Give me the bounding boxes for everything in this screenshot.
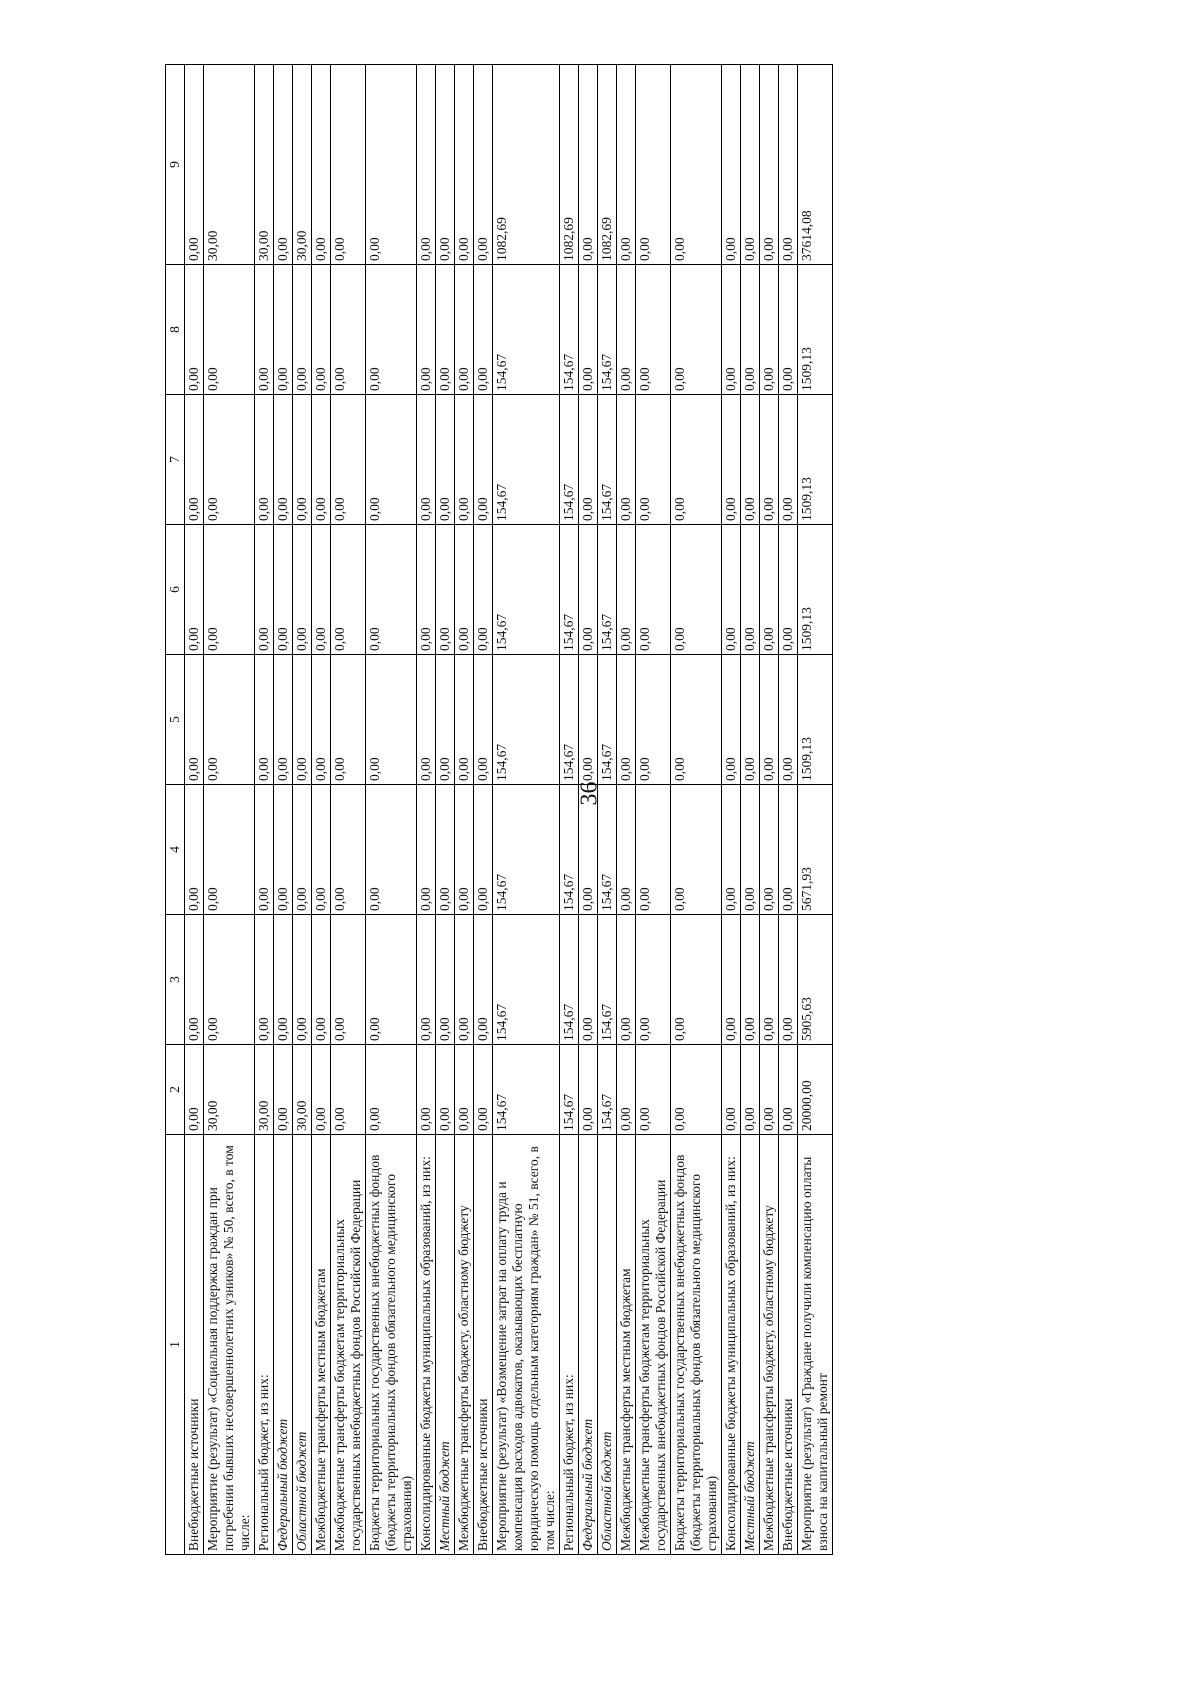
value-cell: 0,00 [185,525,204,655]
value-cell: 0,00 [617,655,636,785]
column-header: 3 [166,915,185,1045]
value-cell: 0,00 [722,525,741,655]
value-cell: 0,00 [312,525,331,655]
row-label: Местный бюджет [741,1135,760,1555]
value-cell: 0,00 [331,655,366,785]
value-cell: 0,00 [331,785,366,915]
value-cell: 0,00 [436,395,455,525]
column-header: 1 [166,1135,185,1555]
value-cell: 0,00 [436,1045,455,1135]
value-cell: 154,67 [493,655,560,785]
value-cell: 0,00 [436,65,455,265]
value-cell: 0,00 [741,1045,760,1135]
value-cell: 154,67 [560,525,579,655]
value-cell: 0,00 [274,1045,293,1135]
value-cell: 0,00 [185,785,204,915]
row-label: Межбюджетные трансферты местным бюджетам [617,1135,636,1555]
budget-table [165,64,833,1555]
table-row [436,65,455,1555]
value-cell: 0,00 [274,65,293,265]
row-label: Бюджеты территориальных государственных внебюджетных фондов (бюджеты территориальных фондов обязательного медицинского страхования) [366,1135,417,1555]
value-cell: 0,00 [455,915,474,1045]
value-cell: 0,00 [636,1045,671,1135]
value-cell: 5905,63 [798,915,833,1045]
value-cell: 0,00 [417,65,436,265]
table-row [598,65,617,1555]
value-cell: 0,00 [722,65,741,265]
value-cell: 30,00 [204,1045,255,1135]
value-cell: 0,00 [255,785,274,915]
value-cell: 0,00 [185,915,204,1045]
value-cell: 0,00 [274,915,293,1045]
row-label: Межбюджетные трансферты бюджетам территориальных государственных внебюджетных фондов Российской Федерации [331,1135,366,1555]
value-cell: 0,00 [417,655,436,785]
value-cell: 0,00 [474,655,493,785]
value-cell: 154,67 [493,1045,560,1135]
table-row [474,65,493,1555]
value-cell: 37614,08 [798,65,833,265]
value-cell: 0,00 [579,395,598,525]
value-cell: 0,00 [760,655,779,785]
value-cell: 0,00 [255,525,274,655]
value-cell: 0,00 [636,655,671,785]
value-cell: 0,00 [579,65,598,265]
row-label: Бюджеты территориальных государственных внебюджетных фондов (бюджеты территориальных фондов обязательного медицинского страхования) [671,1135,722,1555]
table-row [417,65,436,1555]
value-cell: 0,00 [671,395,722,525]
value-cell: 0,00 [255,265,274,395]
value-cell: 0,00 [293,395,312,525]
table-row [204,65,255,1555]
value-cell: 0,00 [722,395,741,525]
value-cell: 0,00 [741,655,760,785]
row-label: Консолидированные бюджеты муниципальных образований, из них: [722,1135,741,1555]
table-row [455,65,474,1555]
value-cell: 0,00 [455,265,474,395]
row-label: Областной бюджет [293,1135,312,1555]
table-row [722,65,741,1555]
table-row [636,65,671,1555]
column-header: 6 [166,525,185,655]
value-cell: 0,00 [417,525,436,655]
value-cell: 0,00 [760,915,779,1045]
value-cell: 0,00 [474,395,493,525]
value-cell: 0,00 [417,915,436,1045]
value-cell: 0,00 [366,265,417,395]
value-cell: 1082,69 [598,65,617,265]
value-cell: 0,00 [417,395,436,525]
value-cell: 0,00 [722,655,741,785]
row-label: Региональный бюджет, из них: [255,1135,274,1555]
row-label: Консолидированные бюджеты муниципальных образований, из них: [417,1135,436,1555]
value-cell: 154,67 [560,1045,579,1135]
value-cell: 154,67 [598,265,617,395]
value-cell: 0,00 [331,915,366,1045]
row-label: Федеральный бюджет [274,1135,293,1555]
row-label: Мероприятие (результат) «Социальная поддержка граждан при погребении бывших несовершеннолетних узников» № 50, всего, в том числе: [204,1135,255,1555]
column-header: 8 [166,265,185,395]
rotated-table-container [165,85,1065,1555]
value-cell: 0,00 [293,915,312,1045]
value-cell: 30,00 [255,1045,274,1135]
value-cell: 0,00 [185,65,204,265]
value-cell: 0,00 [293,525,312,655]
value-cell: 0,00 [204,915,255,1045]
value-cell: 0,00 [671,265,722,395]
value-cell: 0,00 [255,395,274,525]
value-cell: 30,00 [293,1045,312,1135]
value-cell: 0,00 [255,655,274,785]
value-cell: 0,00 [312,915,331,1045]
value-cell: 0,00 [274,655,293,785]
value-cell: 0,00 [455,1045,474,1135]
row-label: Местный бюджет [436,1135,455,1555]
row-label: Внебюджетные источники [185,1135,204,1555]
value-cell: 0,00 [274,785,293,915]
value-cell: 154,67 [493,395,560,525]
value-cell: 0,00 [741,265,760,395]
value-cell: 0,00 [760,265,779,395]
value-cell: 0,00 [722,785,741,915]
value-cell: 30,00 [255,65,274,265]
value-cell: 154,67 [493,915,560,1045]
value-cell: 0,00 [636,915,671,1045]
column-header: 5 [166,655,185,785]
value-cell: 0,00 [312,265,331,395]
table-row [779,65,798,1555]
value-cell: 0,00 [617,525,636,655]
value-cell: 0,00 [366,785,417,915]
value-cell: 0,00 [366,915,417,1045]
value-cell: 0,00 [274,525,293,655]
table-row [741,65,760,1555]
value-cell: 0,00 [741,915,760,1045]
value-cell: 0,00 [579,655,598,785]
table-row [312,65,331,1555]
value-cell: 0,00 [185,265,204,395]
value-cell: 0,00 [617,785,636,915]
value-cell: 154,67 [598,655,617,785]
value-cell: 0,00 [455,395,474,525]
value-cell: 0,00 [455,785,474,915]
row-label: Межбюджетные трансферты местным бюджетам [312,1135,331,1555]
value-cell: 154,67 [598,785,617,915]
value-cell: 0,00 [312,1045,331,1135]
value-cell: 0,00 [312,785,331,915]
table-row [579,65,598,1555]
row-label: Мероприятие (результат) «Возмещение затрат на оплату труда и компенсация расходов адвокатов, оказывающих бесплатную юридическую помощь отдельным категориям граждан» № 51, всего, в том числе: [493,1135,560,1555]
value-cell: 0,00 [671,785,722,915]
value-cell: 0,00 [417,265,436,395]
value-cell: 0,00 [331,1045,366,1135]
value-cell: 0,00 [617,915,636,1045]
table-body [185,65,833,1555]
value-cell: 0,00 [760,525,779,655]
value-cell: 0,00 [274,265,293,395]
value-cell: 0,00 [722,1045,741,1135]
value-cell: 1509,13 [798,655,833,785]
value-cell: 0,00 [474,265,493,395]
value-cell: 0,00 [455,65,474,265]
value-cell: 5671,93 [798,785,833,915]
column-header: 7 [166,395,185,525]
value-cell: 0,00 [436,785,455,915]
value-cell: 0,00 [741,65,760,265]
value-cell: 0,00 [436,655,455,785]
value-cell: 30,00 [204,65,255,265]
page-number: 36 [576,781,603,806]
table-row [293,65,312,1555]
value-cell: 0,00 [436,915,455,1045]
value-cell: 0,00 [779,785,798,915]
header-row [166,65,185,1555]
value-cell: 0,00 [671,65,722,265]
value-cell: 0,00 [204,655,255,785]
value-cell: 0,00 [579,1045,598,1135]
value-cell: 0,00 [760,785,779,915]
value-cell: 0,00 [436,525,455,655]
value-cell: 1509,13 [798,525,833,655]
value-cell: 0,00 [331,265,366,395]
value-cell: 0,00 [474,525,493,655]
value-cell: 0,00 [474,65,493,265]
table-row [617,65,636,1555]
value-cell: 0,00 [366,525,417,655]
value-cell: 0,00 [636,265,671,395]
value-cell: 0,00 [617,265,636,395]
value-cell: 0,00 [671,1045,722,1135]
value-cell: 0,00 [204,525,255,655]
row-label: Внебюджетные источники [779,1135,798,1555]
value-cell: 0,00 [779,395,798,525]
row-label: Федеральный бюджет [579,1135,598,1555]
table-row [760,65,779,1555]
table-row [671,65,722,1555]
value-cell: 0,00 [671,655,722,785]
value-cell: 154,67 [560,395,579,525]
value-cell: 154,67 [560,265,579,395]
value-cell: 0,00 [617,65,636,265]
value-cell: 0,00 [722,915,741,1045]
value-cell: 154,67 [560,915,579,1045]
value-cell: 1082,69 [493,65,560,265]
value-cell: 0,00 [474,915,493,1045]
row-label: Межбюджетные трансферты бюджетам территориальных государственных внебюджетных фондов Российской Федерации [636,1135,671,1555]
table-row [560,65,579,1555]
value-cell: 0,00 [366,655,417,785]
value-cell: 0,00 [204,395,255,525]
value-cell: 0,00 [366,65,417,265]
value-cell: 154,67 [598,1045,617,1135]
value-cell: 0,00 [617,1045,636,1135]
column-header: 2 [166,1045,185,1135]
row-label: Внебюджетные источники [474,1135,493,1555]
table-row [255,65,274,1555]
value-cell: 0,00 [312,395,331,525]
value-cell: 0,00 [474,1045,493,1135]
value-cell: 0,00 [779,525,798,655]
table-row [493,65,560,1555]
value-cell: 0,00 [204,265,255,395]
row-label: Региональный бюджет, из них: [560,1135,579,1555]
column-header: 9 [166,65,185,265]
value-cell: 0,00 [760,65,779,265]
value-cell: 0,00 [366,395,417,525]
value-cell: 0,00 [274,395,293,525]
value-cell: 154,67 [493,785,560,915]
value-cell: 0,00 [779,915,798,1045]
value-cell: 0,00 [331,395,366,525]
value-cell: 0,00 [293,265,312,395]
value-cell: 0,00 [312,65,331,265]
value-cell: 0,00 [185,1045,204,1135]
value-cell: 0,00 [255,915,274,1045]
value-cell: 154,67 [493,265,560,395]
value-cell: 154,67 [560,655,579,785]
table-row [274,65,293,1555]
value-cell: 154,67 [560,785,579,915]
value-cell: 0,00 [331,65,366,265]
value-cell: 0,00 [579,265,598,395]
value-cell: 0,00 [636,785,671,915]
value-cell: 0,00 [185,655,204,785]
value-cell: 154,67 [493,525,560,655]
value-cell: 0,00 [417,785,436,915]
value-cell: 0,00 [436,265,455,395]
value-cell: 0,00 [579,785,598,915]
table-row [185,65,204,1555]
value-cell: 0,00 [185,395,204,525]
value-cell: 0,00 [636,65,671,265]
value-cell: 0,00 [579,915,598,1045]
value-cell: 0,00 [671,525,722,655]
value-cell: 0,00 [741,785,760,915]
value-cell: 0,00 [293,785,312,915]
value-cell: 154,67 [598,525,617,655]
value-cell: 30,00 [293,65,312,265]
value-cell: 0,00 [455,525,474,655]
value-cell: 0,00 [779,265,798,395]
row-label: Мероприятие (результат) «Граждане получили компенсацию оплаты взноса на капитальный ремонт [798,1135,833,1555]
value-cell: 0,00 [760,395,779,525]
value-cell: 0,00 [293,655,312,785]
table-row [798,65,833,1555]
value-cell: 0,00 [579,525,598,655]
value-cell: 0,00 [741,525,760,655]
value-cell: 0,00 [636,395,671,525]
value-cell: 0,00 [636,525,671,655]
value-cell: 1082,69 [560,65,579,265]
value-cell: 0,00 [617,395,636,525]
value-cell: 1509,13 [798,265,833,395]
value-cell: 0,00 [312,655,331,785]
column-header: 4 [166,785,185,915]
value-cell: 0,00 [417,1045,436,1135]
row-label: Областной бюджет [598,1135,617,1555]
value-cell: 0,00 [331,525,366,655]
value-cell: 0,00 [779,655,798,785]
row-label: Межбюджетные трансферты бюджету, областному бюджету [760,1135,779,1555]
row-label: Межбюджетные трансферты бюджету, областному бюджету [455,1135,474,1555]
value-cell: 0,00 [366,1045,417,1135]
value-cell: 154,67 [598,915,617,1045]
value-cell: 0,00 [204,785,255,915]
value-cell: 0,00 [671,915,722,1045]
value-cell: 0,00 [760,1045,779,1135]
value-cell: 0,00 [779,65,798,265]
value-cell: 1509,13 [798,395,833,525]
value-cell: 0,00 [455,655,474,785]
value-cell: 0,00 [779,1045,798,1135]
value-cell: 20000,00 [798,1045,833,1135]
table-row [366,65,417,1555]
table-row [331,65,366,1555]
value-cell: 0,00 [474,785,493,915]
value-cell: 0,00 [741,395,760,525]
value-cell: 0,00 [722,265,741,395]
value-cell: 154,67 [598,395,617,525]
